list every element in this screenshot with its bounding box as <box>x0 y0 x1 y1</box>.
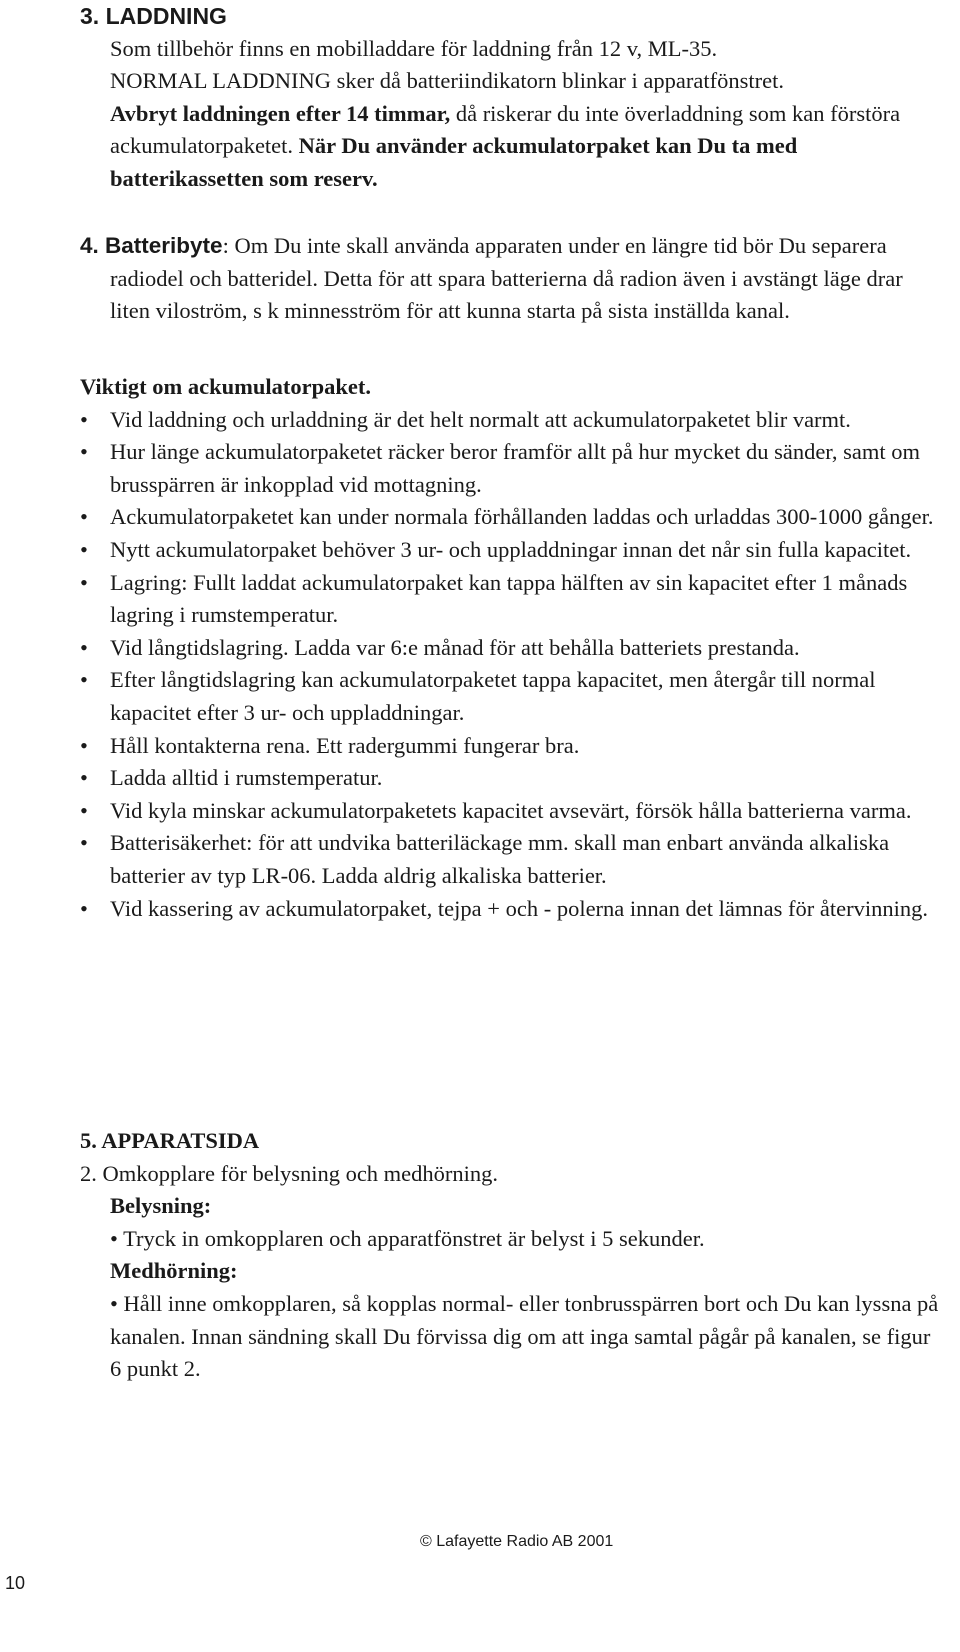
bullet-icon: • <box>80 765 88 791</box>
medhorning-text: • Håll inne omkopplaren, så kopplas normal- eller tonbrusspärren bort och Du kan lyssna på kanalen. Innan sändning skall Du förvissa dig om att inga samtal pågår på kanalen, se figur 6 punkt 2. <box>110 1290 939 1382</box>
batteribyte-title: Batteribyte <box>105 233 223 258</box>
list-item: • Ladda alltid i rumstemperatur. <box>80 762 940 795</box>
batteribyte-number: 4. <box>80 233 106 258</box>
laddning-text: då riskerar du inte överladdning som kan förstöra ackumulatorpaketet. <box>110 100 901 159</box>
laddning-line-1: Som tillbehör finns en mobilladdare för laddning från 12 v, ML-35. <box>110 35 718 61</box>
viktigt-heading: Viktigt om ackumulatorpaket. <box>80 374 372 399</box>
bullet-icon: • <box>80 634 88 660</box>
medhorning-label: Medhörning: <box>110 1258 238 1284</box>
section-laddning <box>80 0 940 196</box>
bullet-icon: • <box>80 895 88 921</box>
bullet-icon: • <box>80 406 88 432</box>
footer-copyright: © Lafayette Radio AB 2001 <box>420 1533 614 1550</box>
batteribyte-paragraph <box>80 230 940 328</box>
bullet-icon: • <box>80 439 88 465</box>
list-item: • Vid laddning och urladdning är det helt normalt att ackumulatorpaketet blir varmt. <box>80 404 940 437</box>
bullet-icon: • <box>80 797 88 823</box>
laddning-bold-reserve: När Du använder ackumulatorpaket kan Du ta med batterikassetten som reserv. <box>110 133 798 191</box>
section-apparatsida <box>80 1125 940 1386</box>
list-item: • Håll kontakterna rena. Ett radergummi fungerar bra. <box>80 730 940 763</box>
list-item: • Hur länge ackumulatorpaketet räcker beror framför allt på hur mycket du sänder, samt om brusspärren är inkopplad vid mottagning. <box>80 436 940 501</box>
section-viktigt <box>80 371 940 925</box>
list-item: • Vid kassering av ackumulatorpaket, tejpa + och - polerna innan det lämnas för återvinning. <box>80 893 940 926</box>
laddning-paragraph <box>110 98 940 196</box>
bullet-icon: • <box>80 732 88 758</box>
apparatsida-item: 2. Omkopplare för belysning och medhörning. <box>80 1160 499 1186</box>
section-body-laddning <box>80 33 940 196</box>
bullet-icon: • <box>80 504 88 530</box>
bullet-icon: • <box>80 830 88 856</box>
belysning-label: Belysning: <box>110 1193 212 1219</box>
page-number: 10 <box>5 1573 26 1593</box>
bullet-icon: • <box>80 667 88 693</box>
viktigt-list <box>80 404 940 926</box>
list-item: • Vid långtidslagring. Ladda var 6:e månad för att behålla batteriets prestanda. <box>80 632 940 665</box>
batteribyte-text: : Om Du inte skall använda apparaten under en längre tid bör Du separera radiodel och batteridel. Detta för att spara batterierna då radion även i avstängt läge drar liten viloström, s k minnesström för att kunna starta på sista inställda kanal. <box>110 233 903 324</box>
list-item: • Efter långtidslagring kan ackumulatorpaketet tappa kapacitet, men återgår till normal kapacitet efter 3 ur- och uppladdningar. <box>80 664 940 729</box>
section-batteribyte <box>80 230 940 328</box>
belysning-text: • Tryck in omkopplaren och apparatfönstret är belyst i 5 sekunder. <box>110 1225 705 1251</box>
list-item: • Lagring: Fullt laddat ackumulatorpaket kan tappa hälften av sin kapacitet efter 1 månads lagring i rumstemperatur. <box>80 567 940 632</box>
bullet-icon: • <box>80 569 88 595</box>
laddning-line-2: NORMAL LADDNING sker då batteriindikatorn blinkar i apparatfönstret. <box>110 68 784 94</box>
apparatsida-details <box>80 1190 940 1386</box>
list-item: • Nytt ackumulatorpaket behöver 3 ur- och uppladdningar innan det når sin fulla kapacitet. <box>80 534 940 567</box>
laddning-bold-warning: Avbryt laddningen efter 14 timmar, <box>110 100 451 126</box>
bullet-icon: • <box>80 536 88 562</box>
list-item: • Batterisäkerhet: för att undvika batteriläckage mm. skall man enbart använda alkaliska batterier av typ LR-06. Ladda aldrig alkaliska batterier. <box>80 827 940 892</box>
list-item: • Ackumulatorpaketet kan under normala förhållanden laddas och urladdas 300-1000 gånger. <box>80 501 940 534</box>
list-item: • Vid kyla minskar ackumulatorpaketets kapacitet avsevärt, försök hålla batterierna varma. <box>80 795 940 828</box>
apparatsida-heading: 5. APPARATSIDA <box>80 1128 260 1153</box>
section-heading-laddning: 3. LADDNING <box>80 3 227 29</box>
